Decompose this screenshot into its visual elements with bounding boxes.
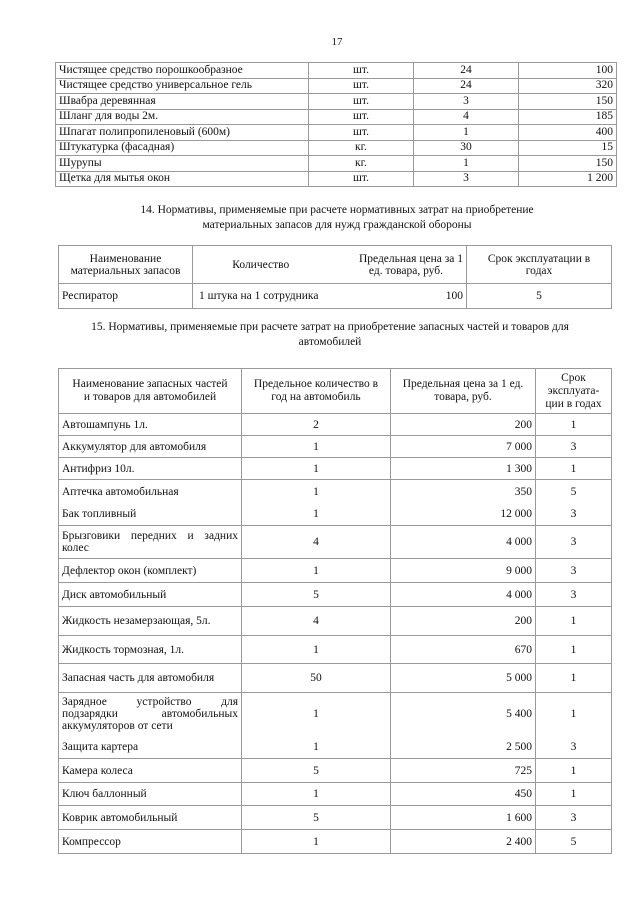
table-row: [56, 78, 617, 94]
header-name: Наименование запасных частей и товаров для автомобилей: [59, 369, 242, 414]
cell-name: Жидкость незамерзающая, 5л.: [59, 607, 242, 636]
cell-price: 350: [391, 480, 536, 504]
cell-price: 4 000: [391, 526, 536, 559]
cell-price: 1 300: [391, 458, 536, 480]
cell-price: 7 000: [391, 436, 536, 458]
cell-qty: 1: [242, 458, 391, 480]
cell-term: 1: [536, 664, 612, 693]
cell-name: Коврик автомобильный: [59, 806, 242, 830]
cell-qty: 1: [414, 156, 519, 172]
cell-term: 3: [536, 735, 612, 759]
cell-name: Защита картера: [59, 735, 242, 759]
page-number: 17: [331, 36, 343, 48]
cell-price: 1 200: [519, 171, 617, 187]
cell-name: Брызговики передних и задних колес: [59, 526, 242, 559]
cell-unit: шт.: [309, 109, 414, 125]
cell-price: 5 400: [391, 693, 536, 736]
table-row: [59, 436, 612, 458]
header-name: Наименование материальных запасов: [59, 246, 193, 284]
cell-name: Шланг для воды 2м.: [56, 109, 309, 125]
cell-qty: 1: [242, 735, 391, 759]
cell-name: Чистящее средство универсальное гель: [56, 78, 309, 94]
cell-price: 725: [391, 759, 536, 783]
cell-qty: 30: [414, 140, 519, 156]
cell-price: 9 000: [391, 559, 536, 583]
table-row: [59, 759, 612, 783]
cell-quantity: 1 штука на 1 сотрудника: [193, 284, 329, 309]
table-row: [59, 526, 612, 559]
cell-term: 3: [536, 559, 612, 583]
cell-name: Зарядное устройство для подзарядки автомобильных аккумуляторов от сети: [59, 693, 242, 736]
cell-qty: 4: [242, 607, 391, 636]
table-row: [59, 693, 612, 736]
cell-name: Ключ баллонный: [59, 783, 242, 806]
table-row: [56, 140, 617, 156]
cell-unit: шт.: [309, 94, 414, 110]
header-quantity: Количество: [193, 246, 329, 284]
table-row: [56, 171, 617, 187]
cell-unit: шт.: [309, 78, 414, 94]
cell-price: 2 400: [391, 830, 536, 854]
cell-price: 150: [519, 94, 617, 110]
cell-term: 1: [536, 458, 612, 480]
cell-qty: 4: [242, 526, 391, 559]
cell-term: 1: [536, 636, 612, 664]
cell-name: Чистящее средство порошкообразное: [56, 63, 309, 79]
cell-qty: 1: [242, 830, 391, 854]
table-row: [59, 783, 612, 806]
cell-price: 320: [519, 78, 617, 94]
table-row: [59, 664, 612, 693]
cell-price: 200: [391, 414, 536, 436]
table-header-row: [59, 369, 612, 414]
cell-price: 15: [519, 140, 617, 156]
cell-price: 12 000: [391, 503, 536, 526]
cell-name: Автошампунь 1л.: [59, 414, 242, 436]
cell-price: 5 000: [391, 664, 536, 693]
cell-term: 3: [536, 806, 612, 830]
section-14-heading: 14. Нормативы, применяемые при расчете нормативных затрат на приобретение материальных запасов для нужд гражданской обороны: [140, 204, 534, 231]
cell-unit: шт.: [309, 63, 414, 79]
cell-name: Компрессор: [59, 830, 242, 854]
cell-qty: 4: [414, 109, 519, 125]
cell-term: 3: [536, 503, 612, 526]
cell-unit: кг.: [309, 156, 414, 172]
cell-qty: 5: [242, 806, 391, 830]
table-row: [56, 63, 617, 79]
table-row: [59, 414, 612, 436]
table-row: [59, 636, 612, 664]
auto-parts-table: [58, 368, 612, 854]
cell-qty: 2: [242, 414, 391, 436]
cell-term: 5: [536, 830, 612, 854]
table-row: [56, 94, 617, 110]
cell-term: 1: [536, 607, 612, 636]
cell-qty: 1: [414, 125, 519, 141]
table-row: [59, 284, 612, 309]
cell-term: 5: [467, 284, 612, 309]
cell-term: 5: [536, 480, 612, 504]
cell-name: Камера колеса: [59, 759, 242, 783]
cell-name: Щетка для мытья окон: [56, 171, 309, 187]
table-row: [59, 607, 612, 636]
header-price: Предельная цена за 1 ед. товара, руб.: [391, 369, 536, 414]
table-row: [59, 735, 612, 759]
cell-name: Жидкость тормозная, 1л.: [59, 636, 242, 664]
cleaning-supplies-table: [55, 62, 617, 187]
cell-term: 1: [536, 759, 612, 783]
cell-price: 185: [519, 109, 617, 125]
cell-price: 200: [391, 607, 536, 636]
cell-qty: 1: [242, 480, 391, 504]
cell-qty: 1: [242, 436, 391, 458]
cell-price: 670: [391, 636, 536, 664]
civil-defense-table: [58, 245, 612, 309]
cell-qty: 1: [242, 559, 391, 583]
cell-name: Бак топливный: [59, 503, 242, 526]
cell-qty: 5: [242, 759, 391, 783]
cell-term: 1: [536, 783, 612, 806]
table-row: [59, 559, 612, 583]
cell-name: Аккумулятор для автомобиля: [59, 436, 242, 458]
cell-term: 3: [536, 526, 612, 559]
cell-price: 150: [519, 156, 617, 172]
cell-term: 1: [536, 414, 612, 436]
cell-price: 4 000: [391, 583, 536, 607]
cell-name: Шурупы: [56, 156, 309, 172]
cell-qty: 3: [414, 94, 519, 110]
cell-qty: 50: [242, 664, 391, 693]
header-term: Срок эксплуата- ции в годах: [536, 369, 612, 414]
header-term: Срок эксплуатации в годах: [467, 246, 612, 284]
cell-name: Антифриз 10л.: [59, 458, 242, 480]
cell-term: 3: [536, 583, 612, 607]
cell-qty: 1: [242, 783, 391, 806]
cell-name: Дефлектор окон (комплект): [59, 559, 242, 583]
cell-name: Диск автомобильный: [59, 583, 242, 607]
cell-unit: шт.: [309, 171, 414, 187]
cell-unit: шт.: [309, 125, 414, 141]
cell-qty: 24: [414, 63, 519, 79]
cell-price: 100: [329, 284, 467, 309]
cell-term: 1: [536, 693, 612, 736]
cell-name: Шпагат полипропиленовый (600м): [56, 125, 309, 141]
cell-qty: 1: [242, 636, 391, 664]
table-row: [59, 480, 612, 504]
cell-term: 3: [536, 436, 612, 458]
table-row: [59, 830, 612, 854]
table-row: [59, 458, 612, 480]
cell-qty: 1: [242, 503, 391, 526]
cell-unit: кг.: [309, 140, 414, 156]
cell-qty: 24: [414, 78, 519, 94]
section-15-heading: 15. Нормативы, применяемые при расчете затрат на приобретение запасных частей и товаров для автомобилей: [91, 321, 569, 348]
cell-name: Респиратор: [59, 284, 193, 309]
header-price: Предельная цена за 1 ед. товара, руб.: [329, 246, 467, 284]
cell-name: Штукатурка (фасадная): [56, 140, 309, 156]
table-header-row: [59, 246, 612, 284]
table-row: [56, 109, 617, 125]
cell-price: 100: [519, 63, 617, 79]
cell-price: 400: [519, 125, 617, 141]
cell-qty: 3: [414, 171, 519, 187]
table-row: [56, 156, 617, 172]
table-row: [59, 503, 612, 526]
cell-qty: 1: [242, 693, 391, 736]
cell-price: 450: [391, 783, 536, 806]
table-row: [56, 125, 617, 141]
cell-price: 1 600: [391, 806, 536, 830]
header-quantity: Предельное количество в год на автомобиль: [242, 369, 391, 414]
cell-name: Аптечка автомобильная: [59, 480, 242, 504]
table-row: [59, 583, 612, 607]
cell-qty: 5: [242, 583, 391, 607]
cell-name: Швабра деревянная: [56, 94, 309, 110]
cell-name: Запасная часть для автомобиля: [59, 664, 242, 693]
table-row: [59, 806, 612, 830]
cell-price: 2 500: [391, 735, 536, 759]
